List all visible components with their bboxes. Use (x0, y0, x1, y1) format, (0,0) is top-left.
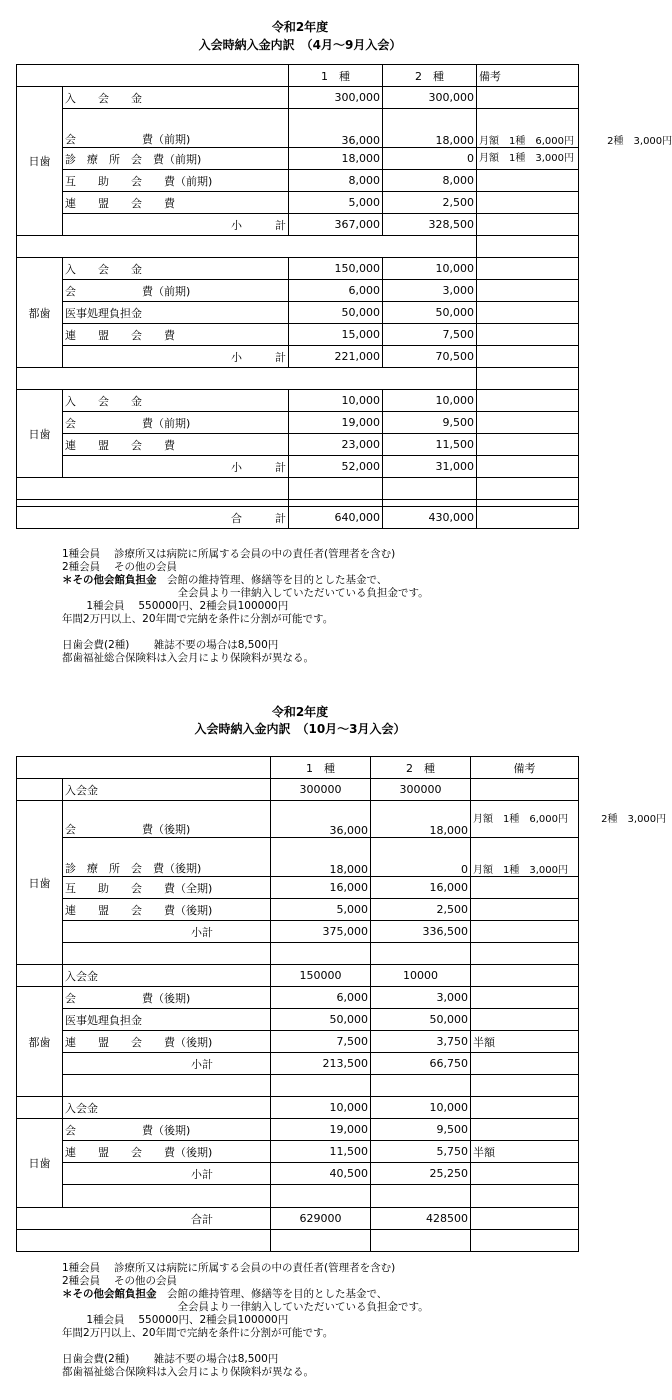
total-type2: 430,000 (383, 507, 477, 529)
subtotal-type2: 328,500 (383, 214, 477, 236)
table-row (17, 192, 579, 214)
row-note: 半額 (471, 1141, 579, 1163)
value-type1: 50,000 (271, 1009, 371, 1031)
value-type2: 50,000 (383, 302, 477, 324)
value-type2: 8,000 (383, 170, 477, 192)
value-type2: 0 (371, 838, 471, 877)
note-line: 年間2万円以上、20年間で完納を条件に分割が可能です。 (62, 613, 334, 625)
table-row (17, 987, 579, 1009)
note-line: 日歯会費(2種) 雑誌不要の場合は8,500円 (62, 639, 279, 651)
subtotal-label: 小計 (63, 1053, 271, 1075)
row-label: 入会金 (63, 1097, 271, 1119)
group-label: 日歯 (17, 390, 63, 478)
value-type2: 300000 (371, 779, 471, 801)
subtotal-row (17, 921, 579, 943)
header-type2: 2 種 (371, 757, 471, 779)
header-notes: 備考 (471, 757, 579, 779)
value-type2: 9,500 (371, 1119, 471, 1141)
row-label: 会 費（前期) (63, 412, 289, 434)
table1-year: 令和2年度 (271, 20, 329, 34)
table-row (17, 1097, 579, 1119)
table-row (17, 170, 579, 192)
row-note (471, 1208, 579, 1230)
note-line: 都歯福祉総合保険料は入会月により保険料が異なる。 (62, 652, 314, 664)
subtotal-label: 小 計 (63, 346, 289, 368)
row-note: 月額 1種 3,000円 (471, 838, 579, 877)
value-type2: 0 (383, 148, 477, 170)
subtotal-type1: 375,000 (271, 921, 371, 943)
subtotal-label: 小 計 (63, 456, 289, 478)
row-label: 連 盟 会 費（後期) (63, 1031, 271, 1053)
row-label: 医事処理負担金 (63, 302, 289, 324)
row-note: 月額 1種 6,000円 2種 3,000円 (477, 109, 579, 148)
row-label: 入 会 金 (63, 87, 289, 109)
row-note (477, 507, 579, 529)
subtotal-type1: 52,000 (289, 456, 383, 478)
row-note (477, 324, 579, 346)
row-note (471, 1097, 579, 1119)
row-label: 互 助 会 費（前期) (63, 170, 289, 192)
total-type1: 640,000 (289, 507, 383, 529)
row-label: 入会金 (63, 779, 271, 801)
subtotal-type1: 40,500 (271, 1163, 371, 1185)
header-notes: 備考 (477, 65, 579, 87)
value-type1: 5,000 (289, 192, 383, 214)
value-type2: 50,000 (371, 1009, 471, 1031)
subtotal-type1: 221,000 (289, 346, 383, 368)
table-row (17, 434, 579, 456)
note-line: 会館の維持管理、修繕等を目的とした基金で、 (156, 1288, 388, 1300)
row-note (477, 258, 579, 280)
value-type2: 18,000 (383, 109, 477, 148)
subtotal-label: 小 計 (63, 214, 289, 236)
table-row (17, 965, 579, 987)
value-type2: 2,500 (383, 192, 477, 214)
value-type1: 5,000 (271, 899, 371, 921)
subtotal-row (17, 456, 579, 478)
table-row (17, 87, 579, 109)
row-note (477, 170, 579, 192)
value-type1: 150000 (271, 965, 371, 987)
spacer-row (17, 236, 579, 258)
note-line: 1種会員 診療所又は病院に所属する会員の中の責任者(管理者を含む) (62, 548, 396, 560)
note-line: 都歯福祉総合保険料は入会月により保険料が異なる。 (62, 1366, 314, 1378)
table1-title: 入会時納入金内訳 （4月～9月入会） (198, 38, 402, 52)
value-type1: 300000 (271, 779, 371, 801)
total-type2: 428500 (371, 1208, 471, 1230)
value-type2: 300,000 (383, 87, 477, 109)
spacer-row (17, 500, 579, 507)
table2-header-row (17, 757, 579, 779)
value-type2: 3,000 (371, 987, 471, 1009)
table-row (17, 258, 579, 280)
row-note: 半額 (471, 1031, 579, 1053)
row-label: 入 会 金 (63, 258, 289, 280)
subtotal-type2: 66,750 (371, 1053, 471, 1075)
row-label: 互 助 会 費（全期) (63, 877, 271, 899)
spacer-row (17, 478, 579, 500)
row-label: 医事処理負担金 (63, 1009, 271, 1031)
row-label: 診 療 所 会 費（前期) (63, 148, 289, 170)
total-row (17, 1208, 579, 1230)
row-note (477, 87, 579, 109)
total-label: 合計 (17, 1208, 271, 1230)
row-note (471, 987, 579, 1009)
spacer-row (17, 943, 579, 965)
row-note (471, 921, 579, 943)
row-note (477, 192, 579, 214)
value-type1: 150,000 (289, 258, 383, 280)
subtotal-row (17, 214, 579, 236)
table-row (17, 1031, 579, 1053)
group-label: 日歯 (17, 87, 63, 236)
value-type1: 10,000 (271, 1097, 371, 1119)
table-row (17, 899, 579, 921)
value-type2: 7,500 (383, 324, 477, 346)
spacer-row (17, 1075, 579, 1097)
note-line: 1種会員 550000円、2種会員100000円 (62, 1314, 289, 1326)
table-row (17, 801, 579, 838)
table-row (17, 1141, 579, 1163)
group-label: 日歯 (17, 1119, 63, 1208)
row-note: 月額 1種 3,000円 (477, 148, 579, 170)
value-type2: 16,000 (371, 877, 471, 899)
value-type2: 2,500 (371, 899, 471, 921)
value-type1: 6,000 (271, 987, 371, 1009)
subtotal-type1: 213,500 (271, 1053, 371, 1075)
value-type2: 10,000 (383, 390, 477, 412)
table2 (16, 756, 667, 1252)
note-line: 全会員より一律納入していただいている負担金です。 (62, 1301, 429, 1313)
table-row (17, 148, 579, 170)
subtotal-label: 小計 (63, 1163, 271, 1185)
spacer-row (17, 1230, 579, 1252)
row-label: 連 盟 会 費（後期) (63, 1141, 271, 1163)
table-row (17, 109, 579, 148)
value-type1: 23,000 (289, 434, 383, 456)
value-type1: 7,500 (271, 1031, 371, 1053)
row-note: 月額 1種 6,000円 2種 3,000円 (471, 801, 579, 838)
value-type1: 19,000 (271, 1119, 371, 1141)
table-row (17, 390, 579, 412)
note-line: 1種会員 550000円、2種会員100000円 (62, 600, 289, 612)
value-type2: 10,000 (371, 1097, 471, 1119)
value-type1: 18,000 (289, 148, 383, 170)
value-type2: 18,000 (371, 801, 471, 838)
row-note (477, 412, 579, 434)
value-type2: 3,750 (371, 1031, 471, 1053)
value-type2: 11,500 (383, 434, 477, 456)
subtotal-row (17, 346, 579, 368)
table-row (17, 838, 579, 877)
table-row (17, 324, 579, 346)
notes-block-2 (62, 1262, 429, 1379)
header-type1: 1 種 (271, 757, 371, 779)
value-type2: 3,000 (383, 280, 477, 302)
table-row (17, 302, 579, 324)
subtotal-type2: 70,500 (383, 346, 477, 368)
note-line: 2種会員 その他の会員 (62, 1275, 178, 1287)
row-note (471, 1053, 579, 1075)
table2-title: 入会時納入金内訳 （10月～3月入会） (194, 722, 406, 736)
row-note (477, 214, 579, 236)
value-type1: 50,000 (289, 302, 383, 324)
row-label: 会 費（後期) (63, 987, 271, 1009)
row-label: 会 費（前期) (63, 109, 289, 148)
header-blank (17, 65, 289, 87)
table-row (17, 1009, 579, 1031)
value-type1: 300,000 (289, 87, 383, 109)
note-line: 年間2万円以上、20年間で完納を条件に分割が可能です。 (62, 1327, 334, 1339)
row-note (471, 1119, 579, 1141)
note-heading: ＊その他会館負担金 (62, 1288, 157, 1300)
total-label: 合 計 (17, 507, 289, 529)
value-type1: 16,000 (271, 877, 371, 899)
value-type2: 9,500 (383, 412, 477, 434)
notes-block-1 (62, 548, 429, 665)
row-note (471, 1009, 579, 1031)
value-type1: 6,000 (289, 280, 383, 302)
table-row (17, 877, 579, 899)
row-note (477, 456, 579, 478)
table2-year: 令和2年度 (271, 705, 329, 719)
row-label: 連 盟 会 費 (63, 192, 289, 214)
value-type1: 11,500 (271, 1141, 371, 1163)
group-label: 都歯 (17, 258, 63, 368)
value-type1: 36,000 (289, 109, 383, 148)
row-note (471, 899, 579, 921)
value-type1: 18,000 (271, 838, 371, 877)
table-row (17, 1119, 579, 1141)
row-note (477, 280, 579, 302)
subtotal-type2: 336,500 (371, 921, 471, 943)
row-note (477, 434, 579, 456)
note-heading: ＊その他会館負担金 (62, 574, 157, 586)
row-label: 入 会 金 (63, 390, 289, 412)
note-line: 全会員より一律納入していただいている負担金です。 (62, 587, 429, 599)
subtotal-type2: 25,250 (371, 1163, 471, 1185)
subtotal-row (17, 1163, 579, 1185)
header-type1: 1 種 (289, 65, 383, 87)
value-type1: 8,000 (289, 170, 383, 192)
value-type2: 10000 (371, 965, 471, 987)
header-type2: 2 種 (383, 65, 477, 87)
subtotal-row (17, 1053, 579, 1075)
table1 (16, 64, 672, 529)
row-label: 連 盟 会 費 (63, 434, 289, 456)
row-note (477, 390, 579, 412)
table-row (17, 412, 579, 434)
value-type2: 10,000 (383, 258, 477, 280)
row-label: 会 費（後期) (63, 1119, 271, 1141)
value-type1: 10,000 (289, 390, 383, 412)
subtotal-type2: 31,000 (383, 456, 477, 478)
subtotal-label: 小計 (63, 921, 271, 943)
group-label: 都歯 (17, 987, 63, 1097)
row-note (471, 1163, 579, 1185)
row-label: 入会金 (63, 965, 271, 987)
value-type1: 19,000 (289, 412, 383, 434)
row-label: 会 費（前期) (63, 280, 289, 302)
value-type2: 5,750 (371, 1141, 471, 1163)
spacer-row (17, 1185, 579, 1208)
row-note (477, 302, 579, 324)
header-blank (17, 757, 271, 779)
row-note (477, 346, 579, 368)
subtotal-type1: 367,000 (289, 214, 383, 236)
total-row (17, 507, 579, 529)
row-label: 会 費（後期) (63, 801, 271, 838)
row-label: 連 盟 会 費（後期) (63, 899, 271, 921)
note-line: 1種会員 診療所又は病院に所属する会員の中の責任者(管理者を含む) (62, 1262, 396, 1274)
spacer-row (17, 368, 579, 390)
table1-header-row (17, 65, 579, 87)
row-note (471, 965, 579, 987)
row-label: 連 盟 会 費 (63, 324, 289, 346)
value-type1: 15,000 (289, 324, 383, 346)
group-label: 日歯 (17, 801, 63, 965)
value-type1: 36,000 (271, 801, 371, 838)
row-label: 診 療 所 会 費（後期) (63, 838, 271, 877)
total-type1: 629000 (271, 1208, 371, 1230)
table-row (17, 280, 579, 302)
note-line: 2種会員 その他の会員 (62, 561, 178, 573)
note-line: 日歯会費(2種) 雑誌不要の場合は8,500円 (62, 1353, 279, 1365)
row-note (471, 779, 579, 801)
row-note (471, 877, 579, 899)
table-row (17, 779, 579, 801)
note-line: 会館の維持管理、修繕等を目的とした基金で、 (156, 574, 388, 586)
